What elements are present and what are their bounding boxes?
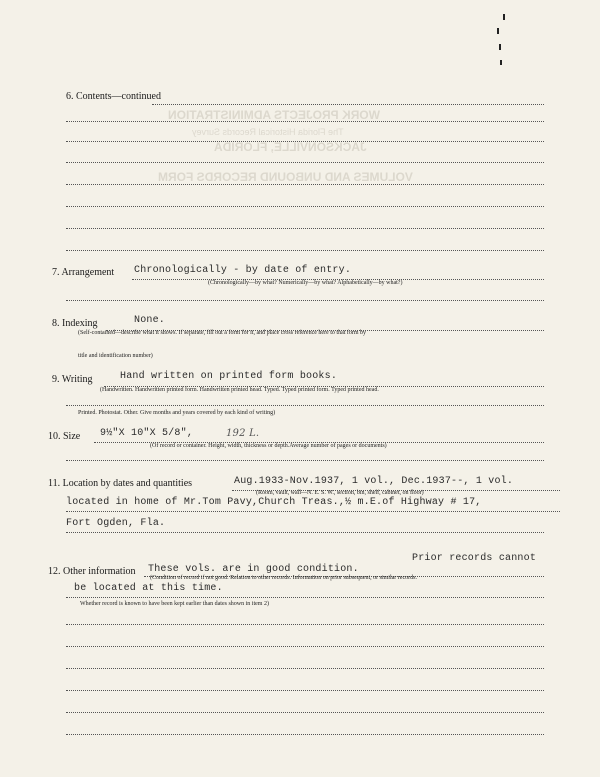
writing-label: 9. Writing (52, 374, 93, 385)
arrangement-label: 7. Arrangement (52, 267, 115, 278)
bleed-through-title: WORK PROJECTS ADMINISTRATION (168, 108, 380, 122)
indexing-hint-continued: title and identification number) (78, 353, 153, 359)
location-hint: (Room, vault, wall—N. E. S. W., section, bin, shelf, cabinet, on floor) (256, 490, 424, 496)
contents-line (66, 206, 544, 207)
contents-line (66, 121, 544, 122)
contents-line (66, 184, 544, 185)
location-address[interactable]: located in home of Mr.Tom Pavy,Church Treas.,½ m.E.of Highway # 17, (66, 497, 482, 508)
other-info-line (66, 597, 544, 598)
other-info-line (66, 624, 544, 625)
bleed-through-form-name: VOLUMES AND UNBOUND RECORDS FORM (158, 170, 413, 184)
contents-line (66, 162, 544, 163)
contents-label: 6. Contents—continued (66, 91, 161, 102)
arrangement-value[interactable]: Chronologically - by date of entry. (134, 265, 352, 276)
margin-mark (499, 44, 501, 50)
indexing-label: 8. Indexing (52, 318, 98, 329)
writing-hint-continued: Printed. Photostat. Other. Give months and years covered by each kind of writing) (78, 410, 276, 416)
location-label: 11. Location by dates and quantities (48, 478, 193, 489)
size-label: 10. Size (48, 431, 81, 442)
other-info-line (66, 734, 544, 735)
size-value[interactable]: 9½"X 10"X 5/8", (100, 428, 194, 439)
location-line (66, 511, 560, 512)
arrangement-hint: (Chronologically—by what? Numerically—by what? Alphabetically—by what?) (208, 280, 403, 286)
size-handwritten-note: 192 L. (226, 428, 260, 439)
other-info-line (66, 712, 544, 713)
writing-hint: (Handwritten. Handwritten printed form. Handwritten printed head. Typed. Typed printed form. Typed printed head. (100, 387, 379, 393)
margin-mark (500, 60, 502, 65)
bleed-through-city: JACKSONVILLE, FLORIDA (214, 140, 367, 154)
size-hint: (Of record or container. Height, width, thickness or depth.Average number of pages or documents) (150, 443, 387, 449)
bleed-through-subtitle: The Florida Historical Records Survey (192, 127, 344, 137)
other-info-second-line[interactable]: be located at this time. (74, 583, 223, 594)
location-town[interactable]: Fort Ogden, Fla. (66, 518, 166, 529)
arrangement-line (66, 300, 544, 301)
indexing-value[interactable]: None. (134, 315, 166, 326)
location-dates[interactable]: Aug.1933-Nov.1937, 1 vol., Dec.1937--, 1 vol. (234, 476, 514, 487)
other-info-line (66, 668, 544, 669)
other-info-value-continued[interactable]: Prior records cannot (412, 553, 537, 564)
other-info-hint-continued: Whether record is known to have been kept earlier than dates shown in item 2) (80, 601, 269, 607)
contents-line (66, 228, 544, 229)
margin-mark (503, 14, 505, 20)
other-info-value[interactable]: These vols. are in good condition. (148, 564, 359, 575)
contents-line (66, 141, 544, 142)
writing-line (66, 405, 544, 406)
other-info-hint: (Condition of record if not good. Relation to other records. Information on prior subsequent, or similar records. (150, 575, 417, 581)
other-info-line (66, 690, 544, 691)
indexing-hint: (Self-contained—describe what it shows. If separate, fill out a form for it, and place cross reference here to that form by (78, 330, 367, 336)
contents-line (152, 104, 544, 105)
margin-mark (497, 28, 499, 34)
contents-line (66, 250, 544, 251)
location-line (66, 532, 544, 533)
other-info-label: 12. Other information (48, 566, 136, 577)
writing-value[interactable]: Hand written on printed form books. (120, 371, 338, 382)
other-info-line (66, 646, 544, 647)
size-line (66, 460, 544, 461)
